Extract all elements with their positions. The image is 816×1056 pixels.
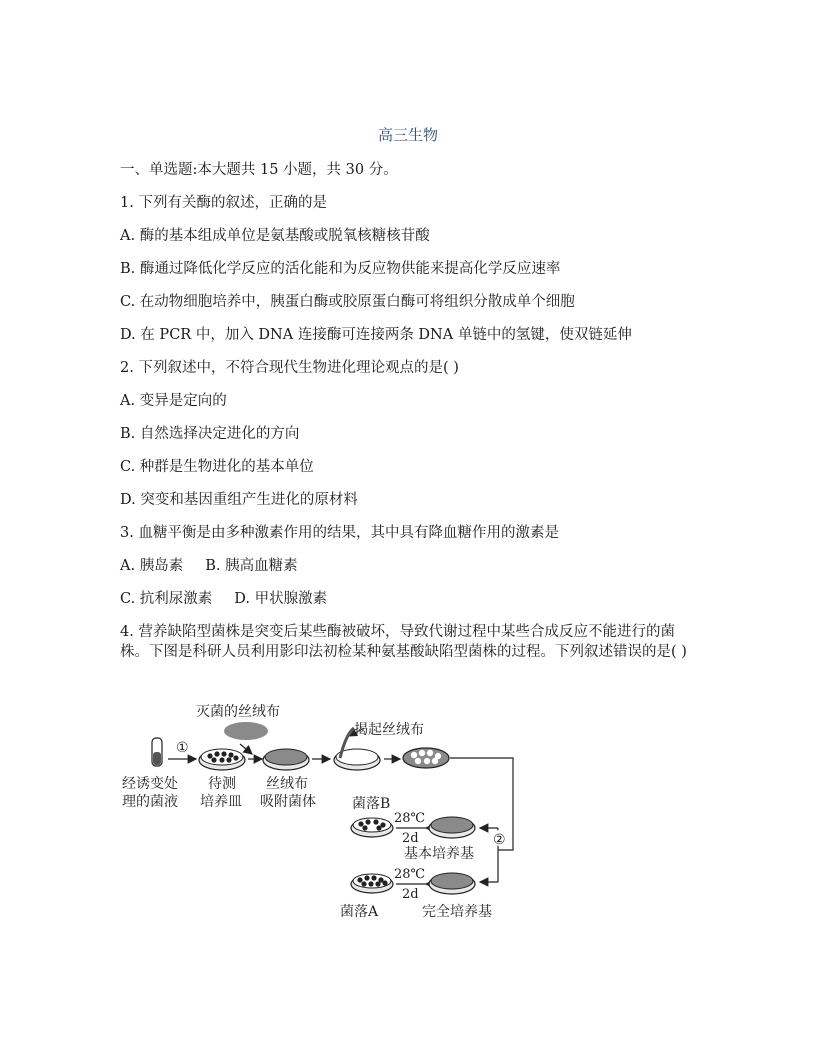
cloth-label-line-2: 吸附菌体 (260, 794, 316, 810)
cloth-adsorb-dish-icon (263, 749, 309, 770)
replica-plating-figure (118, 694, 520, 922)
test-dish-icon (199, 749, 245, 770)
sterile-cloth-label: 灭菌的丝绒布 (196, 704, 280, 720)
question-2-option-d: D. 突变和基因重组产生进化的原材料 (120, 492, 358, 508)
question-3-option-d: D. 甲状腺激素 (234, 591, 328, 607)
question-1-option-c: C. 在动物细胞培养中，胰蛋白酶或胶原蛋白酶可将组织分散成单个细胞 (120, 294, 575, 310)
temp-top: 28℃ (394, 811, 426, 826)
colony-b-label: 菌落B (352, 796, 391, 812)
question-3-stem: 3. 血糖平衡是由多种激素作用的结果，其中具有降血糖作用的激素是 (120, 525, 559, 541)
colony-a-label: 菌落A (340, 904, 379, 920)
days-bottom: 2d (402, 887, 419, 902)
white-colony-plate-icon (403, 748, 449, 768)
colony-a-dish-icon (351, 874, 393, 893)
basic-medium-dish-icon (429, 817, 475, 838)
cloth-down-arrow (240, 744, 252, 754)
tube-label-line-2: 理的菌液 (122, 794, 178, 810)
question-3-option-b: B. 胰高血糖素 (205, 558, 298, 574)
step-2-label: ② (493, 832, 506, 848)
colony-b-dish-icon (351, 818, 393, 837)
sterile-cloth-shape (224, 722, 268, 740)
test-tube-icon (152, 738, 162, 766)
question-2-stem: 2. 下列叙述中，不符合现代生物进化理论观点的是( ) (120, 360, 459, 376)
cloth-label-line-1: 丝绒布 (266, 776, 308, 792)
question-3-option-c: C. 抗利尿激素 (120, 591, 213, 607)
question-1-option-d: D. 在 PCR 中，加入 DNA 连接酶可连接两条 DNA 单链中的氢键，使双链延伸 (120, 327, 632, 343)
complete-medium-dish-icon (429, 873, 475, 894)
question-1-stem: 1. 下列有关酶的叙述，正确的是 (120, 195, 327, 211)
question-1-option-a: A. 酶的基本组成单位是氨基酸或脱氧核糖核苷酸 (120, 228, 430, 244)
question-2-option-c: C. 种群是生物进化的基本单位 (120, 459, 314, 475)
days-top: 2d (402, 831, 419, 846)
question-3-option-a: A. 胰岛素 (120, 558, 184, 574)
question-3-options-row-2 (120, 589, 327, 609)
page-title: 高三生物 (377, 126, 438, 144)
section-heading: 一、单选题:本大题共 15 小题，共 30 分。 (120, 162, 398, 178)
tube-label-line-1: 经诱变处 (122, 776, 178, 792)
dish-label-line-1: 待测 (208, 776, 236, 792)
question-2-option-b: B. 自然选择决定进化的方向 (120, 426, 300, 442)
question-1-option-b: B. 酶通过降低化学反应的活化能和为反应物供能来提高化学反应速率 (120, 261, 561, 277)
complete-medium-label: 完全培养基 (422, 904, 492, 920)
lift-cloth-label: 揭起丝绒布 (354, 722, 424, 738)
step-1-label: ① (176, 740, 189, 756)
question-4-stem: 4. 营养缺陷型菌株是突变后某些酶被破坏，导致代谢过程中某些合成反应不能进行的菌株。下图是科研人员利用影印法初检某种氨基酸缺陷型菌株的过程。下列叙述错误的是( ) (120, 624, 687, 660)
dish-label-line-2: 培养皿 (200, 794, 242, 810)
temp-bottom: 28℃ (394, 867, 426, 882)
question-3-options-row-1 (120, 556, 298, 576)
question-2-option-a: A. 变异是定向的 (120, 393, 227, 409)
basic-medium-label: 基本培养基 (404, 846, 474, 862)
